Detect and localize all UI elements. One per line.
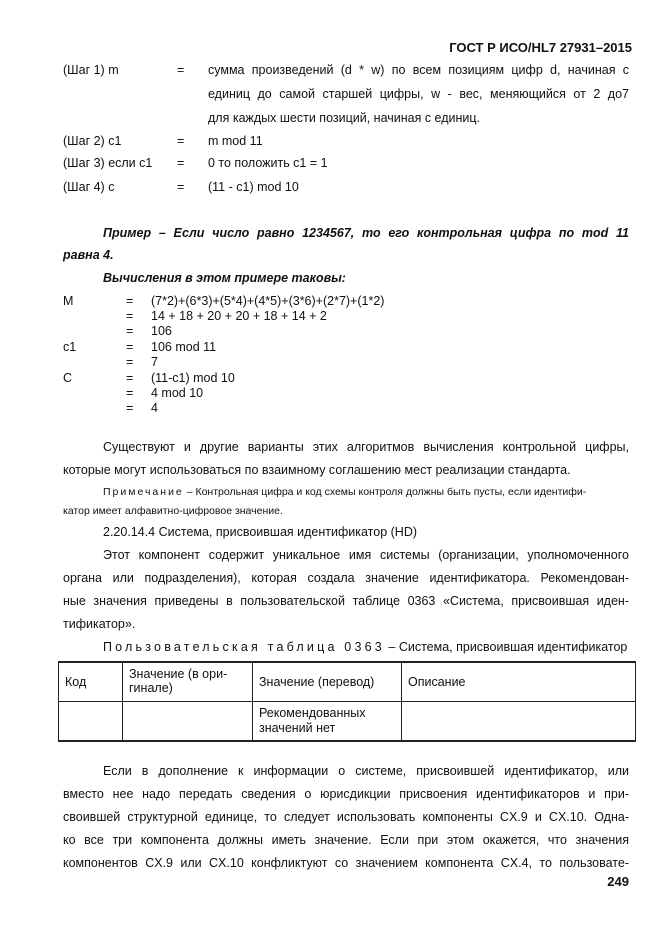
- calc-equals: =: [126, 294, 134, 308]
- paragraph-line: органа или подразделения), которая создала значение идентификатора. Рекомендован-: [63, 571, 629, 585]
- paragraph-line: вместо нее надо передать сведения о юрисдикции присвоения идентификаторов и при-: [63, 787, 629, 801]
- paragraph-line: тификатор».: [63, 617, 136, 631]
- step-equals: =: [177, 134, 185, 148]
- table-caption-title: – Система, присвоившая идентификатор: [388, 640, 628, 654]
- calc-var: C: [63, 371, 73, 385]
- calc-equals: =: [126, 371, 134, 385]
- paragraph-line: ко все три компонента должны иметь значение. Если при этом окажется, что значения: [63, 833, 629, 847]
- note-text: – Контрольная цифра и код схемы контроля должны быть пусты, если идентифи-: [186, 486, 587, 498]
- step-text-line: m mod 11: [208, 134, 263, 148]
- calc-expr: (7*2)+(6*3)+(5*4)+(4*5)+(3*6)+(2*7)+(1*2): [151, 294, 385, 308]
- table-caption: [103, 640, 627, 654]
- table-cell: [59, 702, 123, 742]
- step-equals: =: [177, 156, 185, 170]
- step-text-line: для каждых шести позиций, начиная с единиц.: [208, 111, 481, 125]
- paragraph-line: ные значения приведены в пользовательской таблице 0363 «Система, присвоившая иден-: [63, 594, 629, 608]
- step-label: (Шаг 1) m: [63, 63, 119, 77]
- calc-equals: =: [126, 340, 134, 354]
- paragraph-line: Существуют и другие варианты этих алгоритмов вычисления контрольной цифры,: [103, 440, 629, 454]
- step-equals: =: [177, 63, 185, 77]
- table-header-cell: Описание: [402, 662, 636, 702]
- example-line: Пример – Если число равно 1234567, то его контрольная цифра по mod 11: [103, 226, 629, 240]
- section-heading: 2.20.14.4 Система, присвоившая идентификатор (HD): [103, 525, 418, 539]
- step-text-line: 0 то положить c1 = 1: [208, 156, 328, 170]
- table-header-cell: Код: [59, 662, 123, 702]
- calc-expr: 4: [151, 401, 158, 415]
- table-header-cell: Значение (в ори- гинале): [123, 662, 253, 702]
- table-cell: Рекомендованных значений нет: [253, 702, 402, 742]
- calc-equals: =: [126, 386, 134, 400]
- page-number: 249: [607, 874, 629, 889]
- note-label: Примечание: [103, 486, 184, 498]
- calc-equals: =: [126, 355, 134, 369]
- note-line: катор имеет алфавитно-цифровое значение.: [63, 505, 283, 517]
- calc-var: c1: [63, 340, 77, 354]
- table-cell: [123, 702, 253, 742]
- table-header-row: [59, 662, 636, 702]
- paragraph-line: Если в дополнение к информации о системе, присвоившей идентификатор, или: [103, 764, 629, 778]
- calc-equals: =: [126, 401, 134, 415]
- calc-equals: =: [126, 324, 134, 338]
- table-cell: [402, 702, 636, 742]
- paragraph-line: Этот компонент содержит уникальное имя системы (организации, уполномоченного: [103, 548, 629, 562]
- step-label: (Шаг 4) c: [63, 180, 115, 194]
- table-row: [59, 702, 636, 742]
- calc-expr: 14 + 18 + 20 + 20 + 18 + 14 + 2: [151, 309, 327, 323]
- calc-title: Вычисления в этом примере таковы:: [103, 271, 346, 285]
- calc-expr: 106: [151, 324, 172, 338]
- table-caption-label: Пользовательская таблица 0363: [103, 640, 385, 654]
- calc-expr: 7: [151, 355, 158, 369]
- paragraph-line: компонентов CX.9 или CX.10 конфликтуют со значением компонента CX.4, то пользовате-: [63, 856, 629, 870]
- step-equals: =: [177, 180, 185, 194]
- step-text-line: сумма произведений (d * w) по всем позициям цифр d, начиная с: [208, 63, 629, 77]
- paragraph-line: которые могут использоваться по взаимному соглашению мест реализации стандарта.: [63, 463, 571, 477]
- step-label: (Шаг 3) если c1: [63, 156, 153, 170]
- calc-var: M: [63, 294, 74, 308]
- calc-equals: =: [126, 309, 134, 323]
- step-text-line: (11 - c1) mod 10: [208, 180, 299, 194]
- user-table-0363: [58, 661, 636, 742]
- note-line: [103, 486, 586, 498]
- step-label: (Шаг 2) c1: [63, 134, 122, 148]
- document-header: ГОСТ Р ИСО/HL7 27931–2015: [449, 40, 632, 55]
- calc-expr: 4 mod 10: [151, 386, 204, 400]
- table-header-cell: Значение (перевод): [253, 662, 402, 702]
- calc-expr: 106 mod 11: [151, 340, 217, 354]
- step-text-line: единиц до самой старшей цифры, w - вес, меняющийся от 2 до7: [208, 87, 629, 101]
- calc-expr: (11-c1) mod 10: [151, 371, 235, 385]
- example-line: равна 4.: [63, 248, 114, 262]
- paragraph-line: своившей структурной единице, то следует использовать компоненты CX.9 и CX.10. Одна-: [63, 810, 629, 824]
